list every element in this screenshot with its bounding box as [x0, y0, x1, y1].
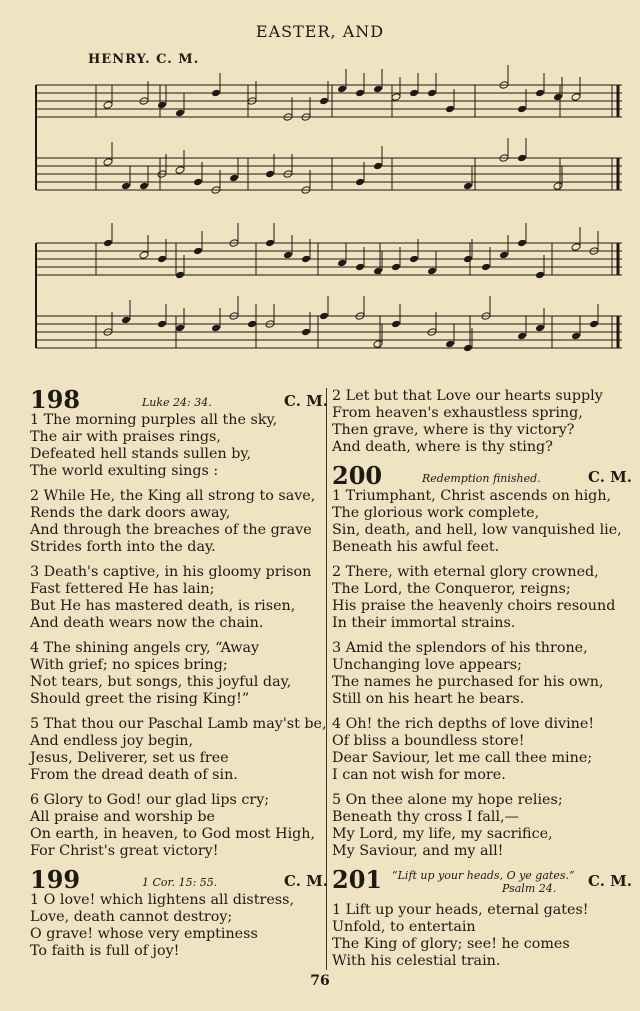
psalm-reference: Psalm 24. [502, 882, 557, 895]
hymn-number: 199 [30, 865, 81, 894]
verse: 5 On thee alone my hope relies; Beneath thy cross I fall,— My Lord, my life, my sacrifice, My Saviour, and my all! [332, 792, 563, 859]
hymn-meter: C. M. [588, 468, 632, 486]
scripture-reference: “Lift up your heads, O ye gates.” [392, 869, 575, 882]
verse: 2 There, with eternal glory crowned, The Lord, the Conqueror, reigns; His praise the heavenly choirs resound In their immortal strains. [332, 564, 616, 631]
hymn-meter: C. M. [588, 872, 632, 890]
scripture-reference: 1 Cor. 15: 55. [142, 876, 218, 889]
hymn-201-header [332, 865, 632, 902]
verse: 1 Triumphant, Christ ascends on high, The glorious work complete, Sin, death, and hell, low vanquished lie, Beneath his awful feet. [332, 488, 622, 555]
right-column [332, 386, 632, 978]
music-score [0, 0, 640, 380]
running-header: EASTER, AND [255, 22, 385, 41]
verse: 2 Let but that Love our hearts supply From heaven's exhaustless spring, Then grave, where is thy victory? And death, where is thy sting? [332, 388, 603, 455]
hymn-meter: C. M. [284, 392, 328, 410]
hymn-199-header [30, 865, 328, 894]
verse: 5 That thou our Paschal Lamb may'st be, And endless joy begin, Jesus, Deliverer, set us free From the dread death of sin. [30, 716, 327, 783]
verse: 6 Glory to God! our glad lips cry; All praise and worship be On earth, in heaven, to God most High, For Christ's great victory! [30, 792, 316, 859]
scripture-reference: Luke 24: 34. [142, 396, 212, 409]
verse: 1 O love! which lightens all distress, Love, death cannot destroy; O grave! whose very emptiness To faith is full of joy! [30, 892, 295, 959]
page-number: 76 [310, 973, 330, 989]
verse: 2 While He, the King all strong to save, Rends the dark doors away, And through the breaches of the grave Strides forth into the day. [30, 488, 316, 555]
hymn-number: 198 [30, 385, 81, 414]
tune-name: HENRY. C. M. [88, 52, 200, 67]
scripture-reference: Redemption finished. [422, 472, 541, 485]
hymn-number: 201 [332, 865, 383, 894]
verse: 4 The shining angels cry, “Away With grief; no spices bring; Not tears, but songs, this joyful day, Should greet the rising King!” [30, 640, 292, 707]
verse: 1 Lift up your heads, eternal gates! Unfold, to entertain The King of glory; see! he comes With his celestial train. [332, 902, 589, 969]
hymn-200-header [332, 461, 632, 490]
verse: 3 Death's captive, in his gloomy prison Fast fettered He has lain; But He has mastered death, is risen, And death wears now the chain. [30, 564, 312, 631]
hymn-number: 200 [332, 461, 383, 490]
left-column [30, 386, 328, 968]
hymn-meter: C. M. [284, 872, 328, 890]
hymn-198-header [30, 385, 328, 414]
verse: 1 The morning purples all the sky, The air with praises rings, Defeated hell stands sullen by, The world exulting sings : [30, 412, 278, 479]
verse: 3 Amid the splendors of his throne, Unchanging love appears; The names he purchased for his own, Still on his heart he bears. [332, 640, 604, 707]
verse: 4 Oh! the rich depths of love divine! Of bliss a boundless store! Dear Saviour, let me call thee mine; I can not wish for more. [332, 716, 595, 783]
